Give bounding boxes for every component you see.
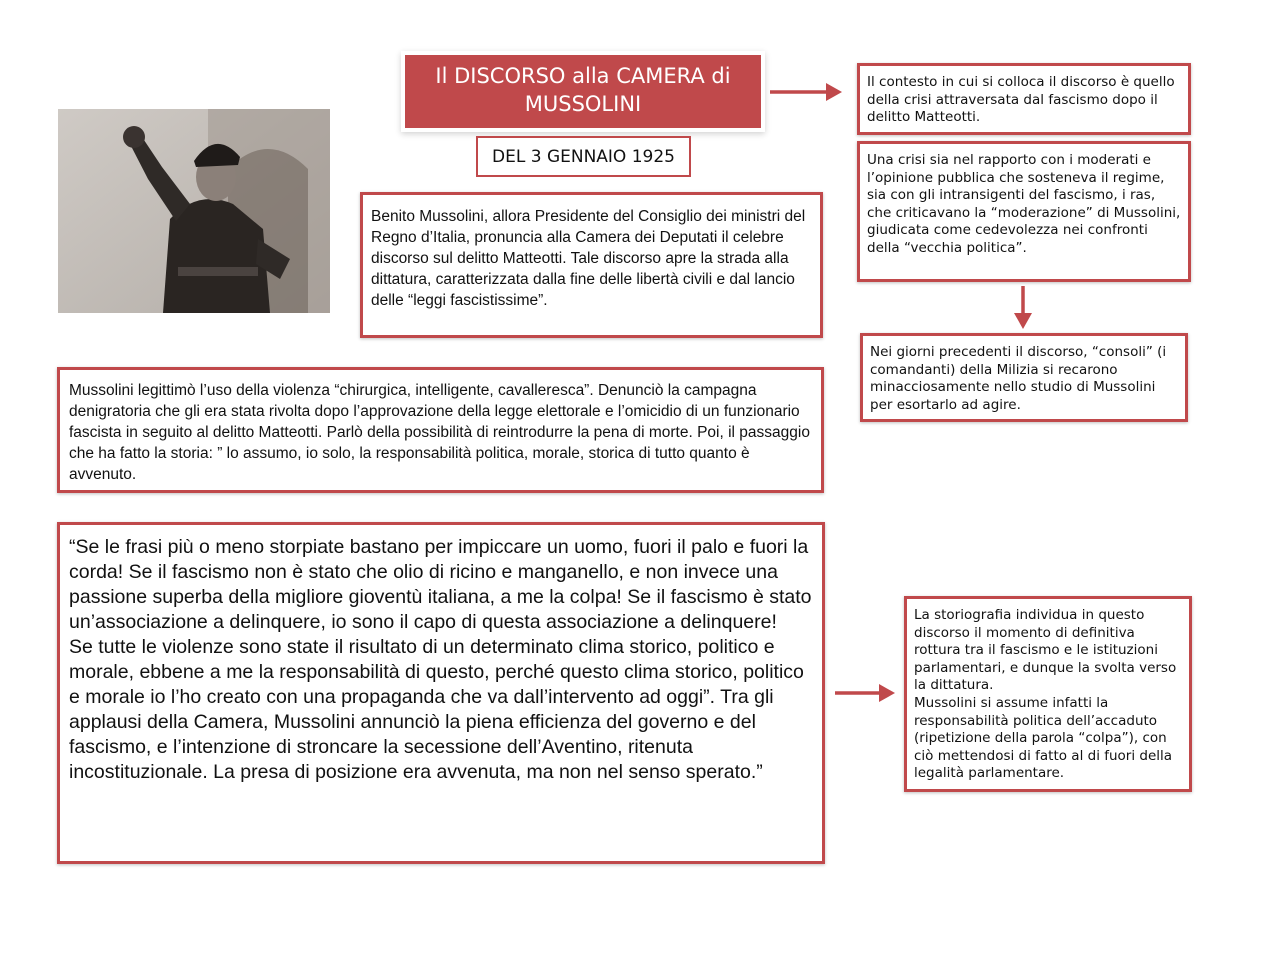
arrow-down-icon — [1011, 285, 1035, 331]
title-line-1: Il DISCORSO alla CAMERA di — [435, 64, 731, 88]
context-text: Il contesto in cui si colloca il discorso è quello della crisi attraversata dal fascismo dopo il delitto Matteotti. — [867, 74, 1175, 126]
title-line-2: MUSSOLINI — [524, 92, 642, 116]
date-box — [476, 136, 691, 177]
quote-box — [57, 522, 825, 864]
historiography-text-2: Mussolini si assume infatti la responsabilità politica dell’accaduto (ripetizione della parola “colpa”), con ciò mettendosi di fatto al di fuori della legalità parlamentare. — [914, 694, 1173, 782]
arrow-right-icon — [833, 681, 897, 705]
violence-text: Mussolini legittimò l’uso della violenza “chirurgica, intelligente, cavalleresca”. Denunciò la campagna denigratoria che gli era stata rivolta dopo l’approvazione della legge elettorale e l’omicidio di un funzionario fascista in seguito al delitto Matteotti. Parlò della possibilità di reintrodurre la pena di morte. Poi, il passaggio che ha fatto la storia: ” lo assumo, io solo, la responsabilità politica, morale, storica di tutto quanto è avvenuto. — [69, 382, 810, 483]
consoli-box — [860, 333, 1188, 422]
quote-paragraph-1: “Se le frasi più o meno storpiate bastano per impiccare un uomo, fuori il palo e fuori la corda! Se il fascismo non è stato che olio di ricino e manganello, e non invece una passione superba della migliore gioventù italiana, a me la colpa! Se il fascismo è stato un’associazione a delinquere, io sono il capo di questa associazione a delinquere! — [69, 536, 812, 633]
intro-text: Benito Mussolini, allora Presidente del Consiglio dei ministri del Regno d’Italia, pronuncia alla Camera dei Deputati il celebre discorso sul delitto Matteotti. Tale discorso apre la strada alla dittatura, caratterizzata dalla fine delle libertà civili e dal lancio delle “leggi fascistissime”. — [371, 208, 806, 309]
intro-box — [360, 192, 823, 338]
crisis-text: Una crisi sia nel rapporto con i moderati e l’opinione pubblica che sosteneva il regime, sia con gli intransigenti del fascismo, i ras, che criticavano la “moderazione” di Mussolini, giudicata come cedevolezza nei confronti della “vecchia politica”. — [867, 152, 1181, 256]
quote-paragraph-2: Se tutte le violenze sono state il risultato di un determinato clima storico, politico e morale, ebbene a me la responsabilità di questo, perché questo clima storico, politico e morale io l’ho creato con una propaganda che va dall’intervento ad oggi”. Tra gli applausi della Camera, Mussolini annunciò la piena efficienza del governo e del fascismo, e l’intenzione di stroncare la secessione dell’Aventino, ritenuta incostituzionale. La presa di posizione era avvenuta, ma non nel senso sperato.” — [69, 636, 804, 783]
date-label: DEL 3 GENNAIO 1925 — [492, 146, 675, 167]
context-box — [857, 63, 1191, 135]
historiography-text-1: La storiografia individua in questo discorso il momento di definitiva rottura tra il fascismo e le istituzioni parlamentari, e dunque la svolta verso la dittatura. — [914, 607, 1177, 694]
title-box — [405, 55, 761, 128]
consoli-text: Nei giorni precedenti il discorso, “consoli” (i comandanti) della Milizia si recarono minacciosamente nello studio di Mussolini per esortarlo ad agire. — [870, 344, 1167, 413]
arrow-right-icon — [768, 80, 844, 104]
violence-box — [57, 367, 824, 493]
crisis-box — [857, 141, 1191, 282]
portrait-photo — [58, 109, 330, 313]
historiography-box — [904, 596, 1192, 792]
portrait-photo-icon — [58, 109, 330, 313]
